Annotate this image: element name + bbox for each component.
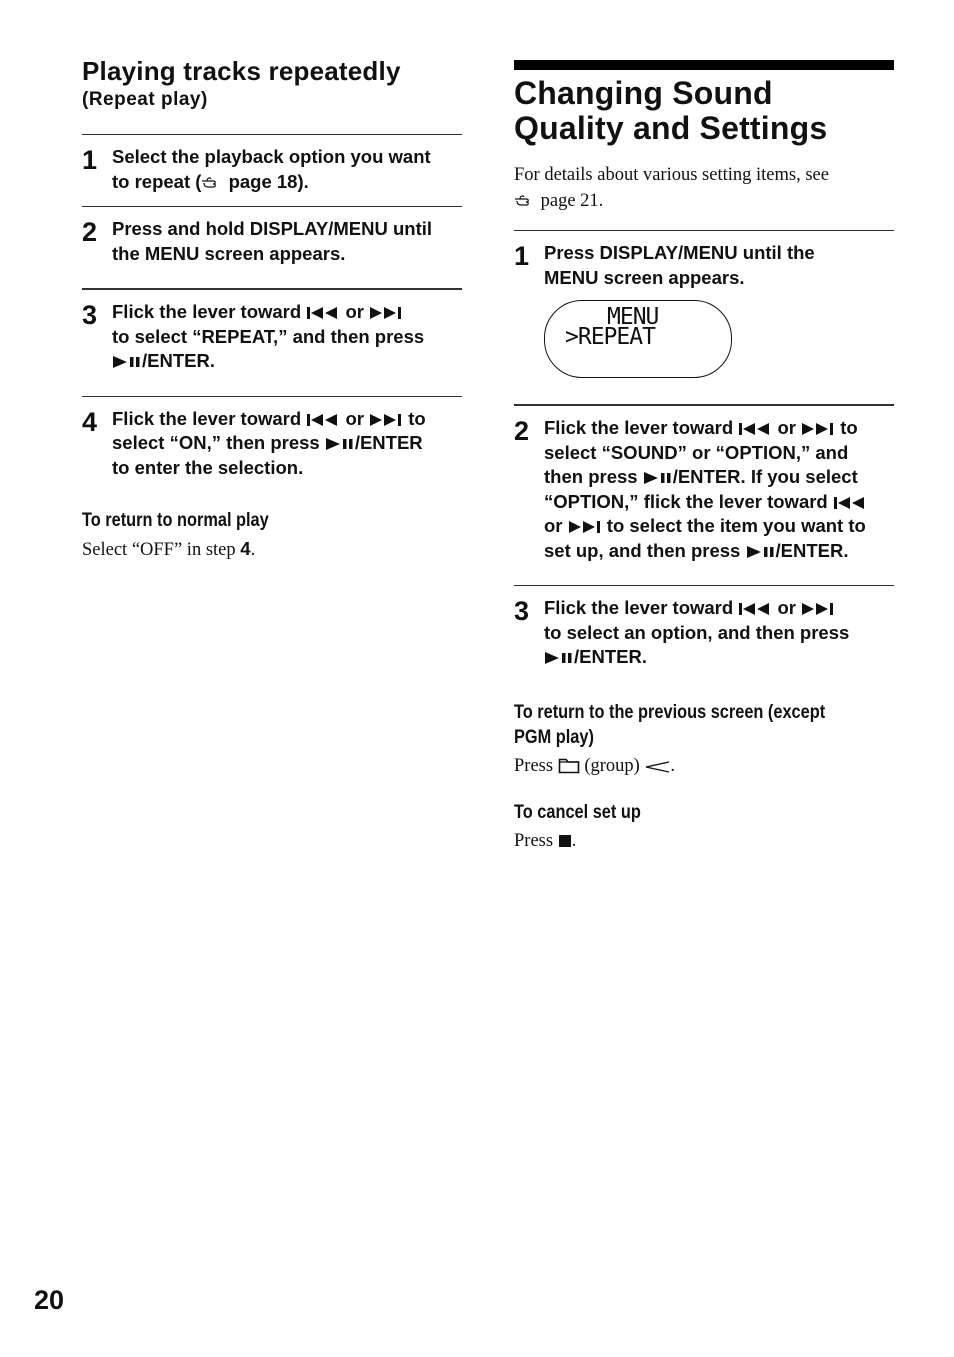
note-heading: To return to normal play bbox=[82, 510, 269, 531]
play-pause-icon bbox=[325, 437, 355, 451]
next-track-icon bbox=[568, 520, 602, 534]
step-number: 3 bbox=[82, 300, 98, 330]
left-column bbox=[82, 56, 462, 562]
divider bbox=[82, 396, 462, 397]
note-body: Press . bbox=[514, 830, 577, 851]
divider bbox=[514, 230, 894, 231]
section-title-repeat: Playing tracks repeatedly bbox=[82, 56, 401, 86]
hand-pointer-icon bbox=[201, 176, 223, 190]
step-number: 3 bbox=[514, 596, 530, 626]
section-subtitle-repeat: (Repeat play) bbox=[82, 89, 208, 110]
back-arrow-icon bbox=[644, 760, 670, 774]
step-line: Select the playback option you want bbox=[112, 146, 431, 167]
step-line: to repeat ( page 18). bbox=[112, 170, 309, 192]
step-line: “OPTION,” flick the lever toward bbox=[544, 490, 894, 515]
step-line: MENU screen appears. bbox=[544, 266, 745, 288]
hand-pointer-icon bbox=[514, 194, 536, 208]
step-2 bbox=[514, 416, 894, 563]
step-line: the MENU screen appears. bbox=[112, 242, 346, 264]
step-line: to select “REPEAT,” and then press bbox=[112, 325, 425, 347]
previous-track-icon bbox=[306, 306, 340, 320]
step-number: 2 bbox=[514, 416, 530, 446]
step-line: Flick the lever toward or bbox=[544, 596, 894, 621]
step-line: Flick the lever toward or to bbox=[112, 407, 426, 429]
step-4 bbox=[82, 407, 462, 481]
next-track-icon bbox=[801, 602, 835, 616]
step-number: 4 bbox=[82, 406, 98, 437]
step-2 bbox=[82, 217, 462, 266]
previous-track-icon bbox=[738, 602, 772, 616]
play-pause-icon bbox=[643, 471, 673, 485]
step-line: Press DISPLAY/MENU until the bbox=[544, 242, 815, 263]
step-number: 1 bbox=[514, 241, 530, 271]
step-3 bbox=[82, 300, 462, 374]
lcd-line-2: >REPEAT bbox=[565, 324, 655, 350]
divider bbox=[82, 206, 462, 207]
step-3 bbox=[514, 596, 894, 670]
divider bbox=[514, 585, 894, 586]
step-line: Flick the lever toward or to bbox=[544, 417, 858, 438]
step-line: select “SOUND” or “OPTION,” and bbox=[544, 441, 849, 463]
page-number: 20 bbox=[34, 1285, 65, 1315]
intro-text: For details about various setting items, see page 21. bbox=[514, 165, 829, 211]
step-line: then press /ENTER. If you select bbox=[544, 466, 858, 487]
play-pause-icon bbox=[746, 545, 776, 559]
page-title: Changing Sound Quality and Settings bbox=[514, 75, 828, 146]
folder-icon bbox=[558, 756, 580, 774]
note-heading: To cancel set up bbox=[514, 801, 641, 823]
step-line: to select an option, and then press bbox=[544, 621, 850, 643]
note-body: Select “OFF” in step 4. bbox=[82, 538, 256, 560]
lcd-display bbox=[544, 300, 732, 378]
previous-track-icon bbox=[833, 496, 867, 510]
play-pause-icon bbox=[112, 355, 142, 369]
note-body: Press (group) . bbox=[514, 755, 676, 776]
next-track-icon bbox=[369, 306, 403, 320]
note-heading: To return to the previous screen (except PGM play) bbox=[514, 701, 826, 748]
previous-track-icon bbox=[306, 413, 340, 427]
step-number: 1 bbox=[82, 145, 98, 175]
step-line: to enter the selection. bbox=[112, 456, 304, 478]
lcd-line-1: MENU bbox=[607, 304, 659, 330]
step-1 bbox=[514, 241, 894, 290]
step-line: /ENTER. bbox=[544, 645, 894, 670]
right-column bbox=[514, 60, 894, 853]
play-pause-icon bbox=[544, 651, 574, 665]
next-track-icon bbox=[801, 422, 835, 436]
next-track-icon bbox=[369, 413, 403, 427]
stop-icon bbox=[558, 834, 572, 848]
step-line: Flick the lever toward or bbox=[112, 300, 462, 325]
step-line: /ENTER. bbox=[112, 349, 462, 374]
divider bbox=[514, 404, 894, 406]
step-number: 2 bbox=[82, 217, 98, 247]
step-line: or to select the item you want to bbox=[544, 515, 866, 536]
step-line: select “ON,” then press /ENTER bbox=[112, 432, 423, 453]
title-bar bbox=[514, 60, 894, 70]
step-line: set up, and then press /ENTER. bbox=[544, 539, 849, 561]
step-line: Press and hold DISPLAY/MENU until bbox=[112, 218, 433, 239]
previous-track-icon bbox=[738, 422, 772, 436]
divider bbox=[82, 288, 462, 290]
step-1 bbox=[82, 145, 462, 194]
divider bbox=[82, 134, 462, 135]
